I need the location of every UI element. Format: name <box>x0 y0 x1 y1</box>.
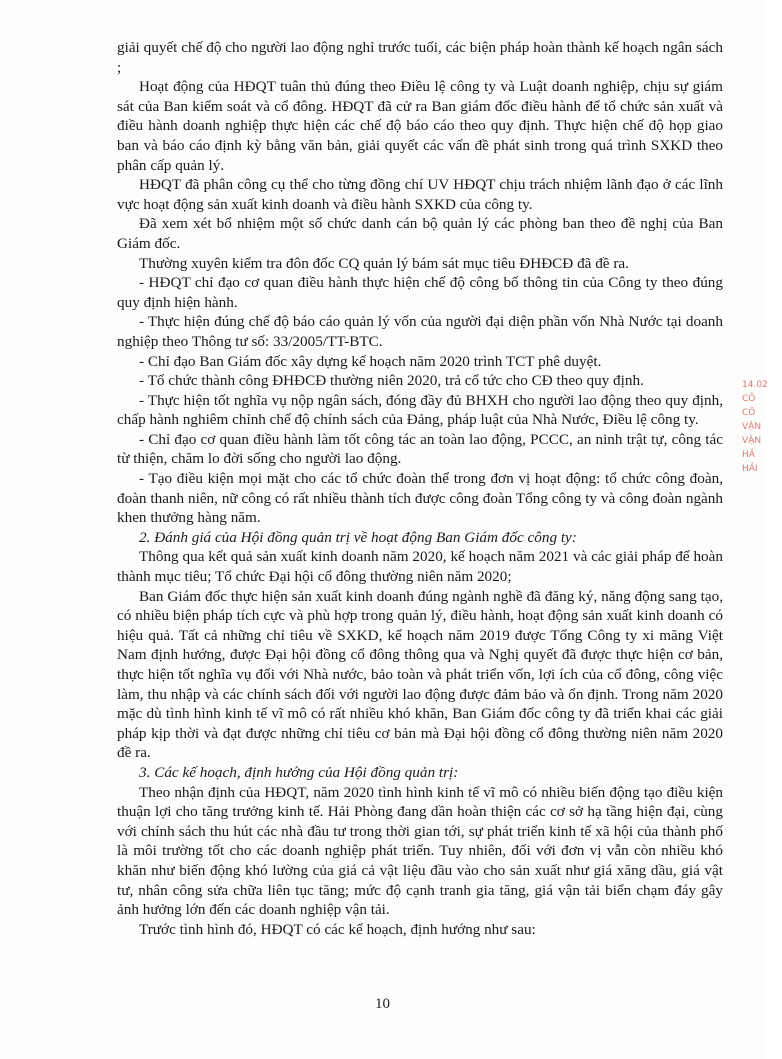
stamp-line: CÔ <box>742 394 756 404</box>
paragraph: - Tạo điều kiện mọi mặt cho các tổ chức đoàn thể trong đơn vị hoạt động: tổ chức công đoàn, đoàn thanh niên, nữ công có rất nhiều thành tích được công đoàn Tổng công ty và công đoàn ngành khen thưởng hàng năm. <box>117 470 723 527</box>
stamp-line: VẬN <box>742 436 762 446</box>
body-text <box>117 38 723 939</box>
paragraph: Thông qua kết quả sản xuất kinh doanh năm 2020, kế hoạch năm 2021 và các giải pháp để hoàn thành mục tiêu; Tổ chức Đại hội cổ đông thường niên năm 2020; <box>117 548 723 586</box>
stamp-line: HẢI <box>742 464 758 474</box>
paragraph: Đã xem xét bổ nhiệm một số chức danh cán bộ quản lý các phòng ban theo đề nghị của Ban Giám đốc. <box>117 215 723 252</box>
paragraph: - Chỉ đạo Ban Giám đốc xây dựng kế hoạch năm 2020 trình TCT phê duyệt. <box>139 352 602 370</box>
paragraph: Theo nhận định của HĐQT, năm 2020 tình hình kinh tế vĩ mô có nhiều biến động tạo điều kiện thuận lợi cho tăng trưởng kinh tế. Hải Phòng đang dần hoàn thiện các cơ sở hạ tầng hiện đại, cùng với chính sách thu hút các nhà đầu tư trong thời gian tới, sự phát triển kinh tế xã hội của thành phố là môi trường tốt cho các doanh nghiệp phát triển. Tuy nhiên, đối với đơn vị vẫn còn nhiều khó khăn như biến động khó lường của giá cả vật liệu đầu vào cho sản xuất như giá xăng dầu, giá vật tư, nhân công sửa chữa liên tục tăng; mức độ cạnh tranh gia tăng, giá vận tải biển chạm đáy gây ảnh hưởng lớn đến các doanh nghiệp vận tải. <box>117 783 723 919</box>
page-number: 10 <box>375 996 390 1012</box>
red-stamp <box>742 378 782 488</box>
paragraph: Hoạt động của HĐQT tuân thủ đúng theo Điều lệ công ty và Luật doanh nghiệp, chịu sự giám sát của Ban kiểm soát và cổ đông. HĐQT đã cử ra Ban giám đốc điều hành để tổ chức sản xuất và điều hành doanh nghiệp thực hiện các chế độ báo cáo theo quy định. Thực hiện chế độ họp giao ban và báo cáo định kỳ bằng văn bản, giải quyết các vấn đề phát sinh trong quá trình SXKD theo phân cấp quản lý. <box>117 78 723 174</box>
paragraph: Thường xuyên kiểm tra đôn đốc CQ quản lý bám sát mục tiêu ĐHĐCĐ đã đề ra. <box>139 254 629 272</box>
section-heading: 2. Đánh giá của Hội đồng quản trị về hoạt động Ban Giám đốc công ty: <box>139 528 577 546</box>
stamp-line: VẬN <box>742 422 762 432</box>
paragraph: - HĐQT chỉ đạo cơ quan điều hành thực hiện chế độ công bố thông tin của Công ty theo đúng quy định hiện hành. <box>117 274 723 311</box>
paragraph: - Tổ chức thành công ĐHĐCĐ thường niên 2020, trả cổ tức cho CĐ theo quy định. <box>139 372 644 390</box>
stamp-line: 14.02 <box>742 380 768 390</box>
paragraph: Ban Giám đốc thực hiện sản xuất kinh doanh đúng ngành nghề đã đăng ký, năng động sang tạo, có nhiều biện pháp tích cực và phù hợp trong quản lý, điều hành, hoạt động sản xuất kinh doanh có hiệu quả. Tất cả những chỉ tiêu về SXKD, kế hoạch năm 2019 được Tổng Công ty xi măng Việt Nam định hướng, được Đại hội đồng cổ đông thông qua và Nghị quyết đã được thực hiện cơ bản, thực hiện tốt nghĩa vụ đối với Nhà nước, bảo toàn và phát triển vốn, lợi ích của cổ đông, công việc làm, thu nhập và các chính sách đối với người lao động được đảm bảo và ổn định. Trong năm 2020 mặc dù tình hình kinh tế vĩ mô có rất nhiều khó khăn, Ban Giám đốc công ty đã triển khai các giải pháp kịp thời và đạt được những chỉ tiêu cơ bản mà Đại hội đồng cổ đông thường niên năm 2020 đề ra. <box>117 587 723 762</box>
paragraph: - Thực hiện đúng chế độ báo cáo quản lý vốn của người đại diện phần vốn Nhà Nước tại doanh nghiệp theo Thông tư số: 33/2005/TT-BTC. <box>117 313 723 350</box>
paragraph: HĐQT đã phân công cụ thể cho từng đồng chí UV HĐQT chịu trách nhiệm lãnh đạo ở các lĩnh vực hoạt động sản xuất kinh doanh và điều hành SXKD của công ty. <box>117 176 723 213</box>
section-heading: 3. Các kế hoạch, định hướng của Hội đồng quản trị: <box>139 763 459 781</box>
paragraph: - Chỉ đạo cơ quan điều hành làm tốt công tác an toàn lao động, PCCC, an ninh trật tự, công tác từ thiện, chăm lo đời sống cho người lao động. <box>117 430 723 468</box>
stamp-line: CÔ <box>742 408 756 418</box>
paragraph: Trước tình hình đó, HĐQT có các kế hoạch, định hướng như sau: <box>139 920 536 938</box>
paragraph: - Thực hiện tốt nghĩa vụ nộp ngân sách, đóng đầy đủ BHXH cho người lao động theo quy định, chấp hành nghiêm chỉnh chế độ chính sách của Đảng, pháp luật của Nhà Nước, Điều lệ công ty. <box>117 391 723 429</box>
paragraph: giải quyết chế độ cho người lao động nghỉ trước tuổi, các biện pháp hoàn thành kế hoạch ngân sách ; <box>117 39 723 76</box>
stamp-line: HẢ <box>742 450 755 460</box>
